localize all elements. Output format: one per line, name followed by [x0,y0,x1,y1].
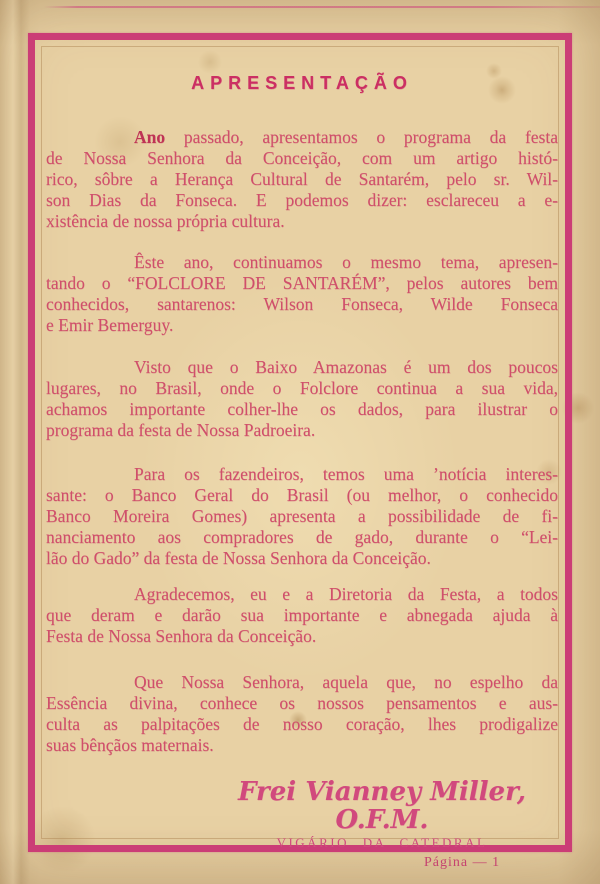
text-line: sante: o Banco Geral do Brasil (ou melhor, o conhecido [46,485,558,505]
paragraph [46,584,558,647]
text-line: achamos importante colher-lhe os dados, para ilustrar o [46,399,558,419]
paragraph [46,464,558,569]
page-content [46,73,558,851]
text-line: Para os fazendeiros, temos uma ’notícia interes- [134,464,558,484]
text-line: Visto que o Baixo Amazonas é um dos poucos [134,357,558,377]
paragraph [46,672,558,756]
text-line: nanciamento aos compradores de gado, durante o “Lei- [46,527,558,547]
signature-name: Frei Vianney Miller, O.F.M. [238,777,526,835]
text-line: suas bênçãos maternais. [46,735,214,755]
text-line: rico, sôbre a Herança Cultural de Santarém, pelo sr. Wil- [46,169,558,189]
text-line: Que Nossa Senhora, aquela que, no espelho da [134,672,558,692]
text-line: Ano passado, apresentamos o programa da festa [134,127,558,147]
text-line: lugares, no Brasil, onde o Folclore continua a sua vida, [46,378,558,398]
text-line: Festa de Nossa Senhora da Conceição. [46,626,317,646]
body-text [46,127,558,756]
text-line: lão do Gado” da festa de Nossa Senhora da Conceição. [46,548,431,568]
text-line: son Dias da Fonseca. E podemos dizer: esclareceu a e- [46,190,558,210]
text-line: Banco Moreira Gomes) apresenta a possibilidade de fi- [46,506,558,526]
signature-block [46,778,558,851]
text-line: que deram e darão sua importante e abnegada ajuda à [46,605,558,625]
text-line: xistência de nossa própria cultura. [46,211,285,231]
text-line: culta as palpitações de nosso coração, lhes prodigalize [46,714,558,734]
page-number-label: Página — 1 [424,855,501,870]
signature-role: VIGÁRIO DA CATEDRAL [276,835,488,850]
text-line: Essência divina, conhece os nossos pensamentos e aus- [46,693,558,713]
text-line: e Emir Bemerguy. [46,315,174,335]
text-line: Êste ano, continuamos o mesmo tema, apresen- [134,252,558,272]
page-title: APRESENTAÇÃO [191,73,413,93]
text-line: tando o “FOLCLORE DE SANTARÉM”, pelos autores bem [46,273,558,293]
text-line: Agradecemos, eu e a Diretoria da Festa, a todos [134,584,558,604]
adjacent-page-edge-line [44,6,600,8]
paragraph [46,357,558,441]
paragraph [46,252,558,336]
text-line: programa da festa de Nossa Padroeira. [46,420,316,440]
text-line: conhecidos, santarenos: Wilson Fonseca, Wilde Fonseca [46,294,558,314]
text-line: de Nossa Senhora da Conceição, com um artigo histó- [46,148,558,168]
paragraph [46,127,558,232]
